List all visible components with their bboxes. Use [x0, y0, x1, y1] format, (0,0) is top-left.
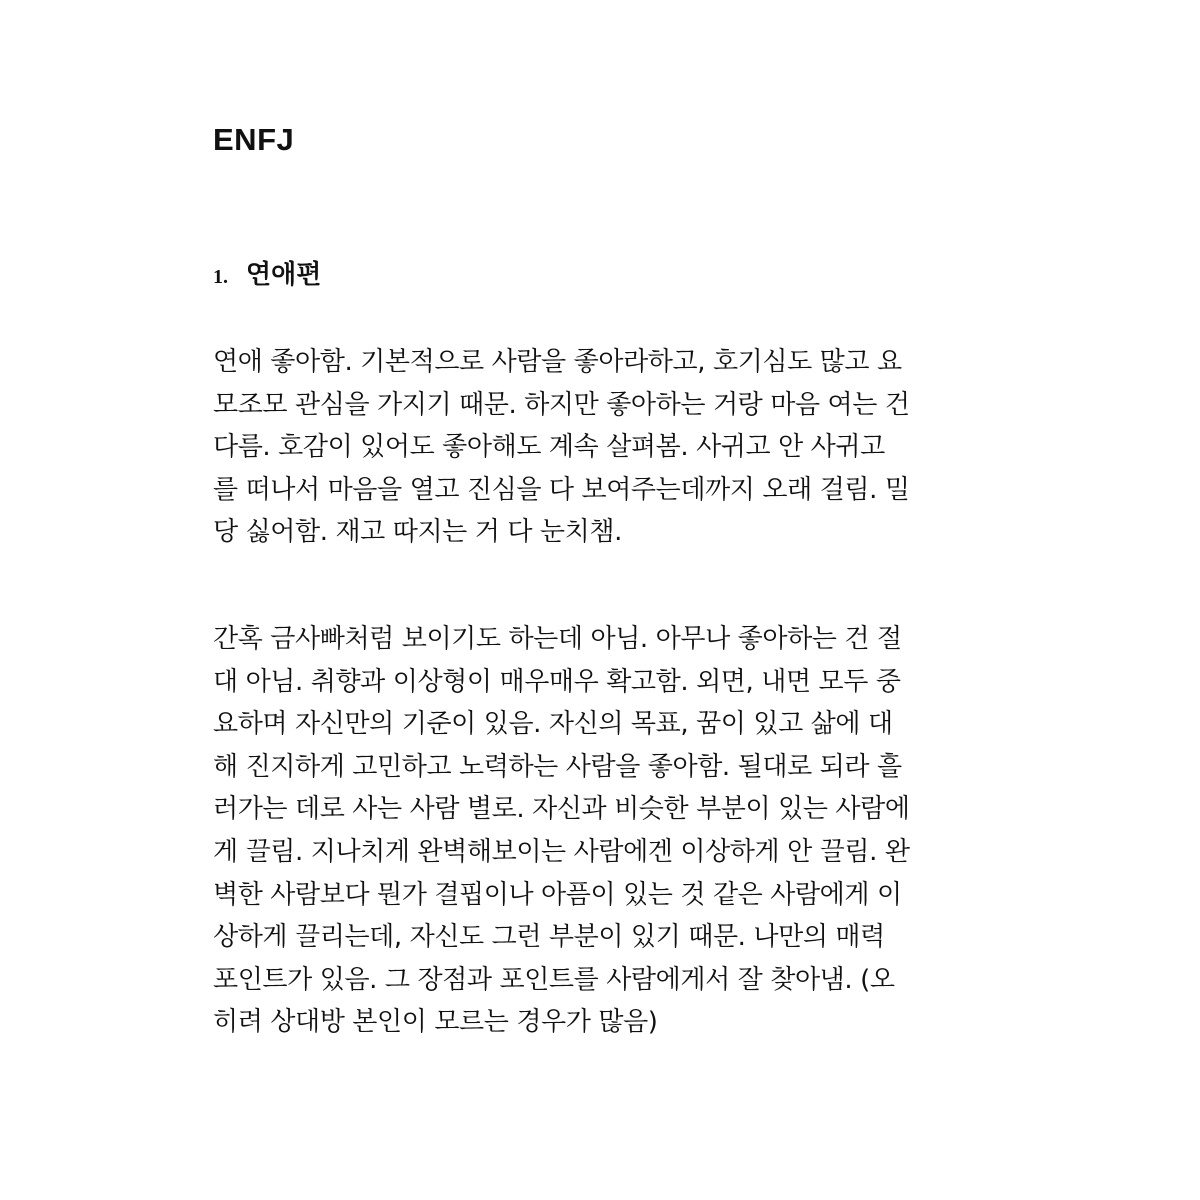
- paragraph-line: 러가는 데로 사는 사람 별로. 자신과 비슷한 부분이 있는 사람에: [213, 794, 910, 825]
- paragraph-line: 벽한 사람보다 뭔가 결핍이나 아픔이 있는 것 같은 사람에게 이: [213, 879, 902, 910]
- paragraph-line: 게 끌림. 지나치게 완벽해보이는 사람에겐 이상하게 안 끌림. 완: [213, 836, 910, 867]
- paragraph-line: 상하게 끌리는데, 자신도 그런 부분이 있기 때문. 나만의 매력: [213, 922, 885, 953]
- paragraph-line: 간혹 금사빠처럼 보이기도 하는데 아님. 아무나 좋아하는 건 절: [213, 624, 902, 654]
- paragraph-line: 해 진지하게 고민하고 노력하는 사람을 좋아함. 될대로 되라 흘: [213, 751, 902, 782]
- paragraph-line: 모조모 관심을 가지기 때문. 하지만 좋아하는 거랑 마음 여는 건: [213, 389, 910, 420]
- paragraph-line: 대 아님. 취향과 이상형이 매우매우 확고함. 외면, 내면 모두 중: [213, 666, 901, 697]
- document-title: ENFJ: [213, 122, 295, 157]
- section-heading: [213, 254, 321, 291]
- paragraph-line: 다름. 호감이 있어도 좋아해도 계속 살펴봄. 사귀고 안 사귀고: [213, 432, 885, 463]
- paragraph-line: 포인트가 있음. 그 장점과 포인트를 사람에게서 잘 찾아냄. (오: [213, 964, 895, 995]
- paragraph-line: 요하며 자신만의 기준이 있음. 자신의 목표, 꿈이 있고 삶에 대: [213, 709, 893, 740]
- paragraph-line: 당 싫어함. 재고 따지는 거 다 눈치챔.: [213, 517, 622, 548]
- paragraph-line: 히려 상대방 본인이 모르는 경우가 많음): [213, 1007, 658, 1038]
- paragraph-line: 를 떠나서 마음을 열고 진심을 다 보여주는데까지 오래 걸림. 밀: [213, 474, 910, 505]
- section-number: 1.: [213, 266, 228, 288]
- section-title: 연애편: [246, 260, 322, 290]
- paragraph-1: [213, 341, 1043, 554]
- paragraph-2: [213, 618, 1043, 1044]
- paragraph-line: 연애 좋아함. 기본적으로 사람을 좋아라하고, 호기심도 많고 요: [213, 347, 902, 377]
